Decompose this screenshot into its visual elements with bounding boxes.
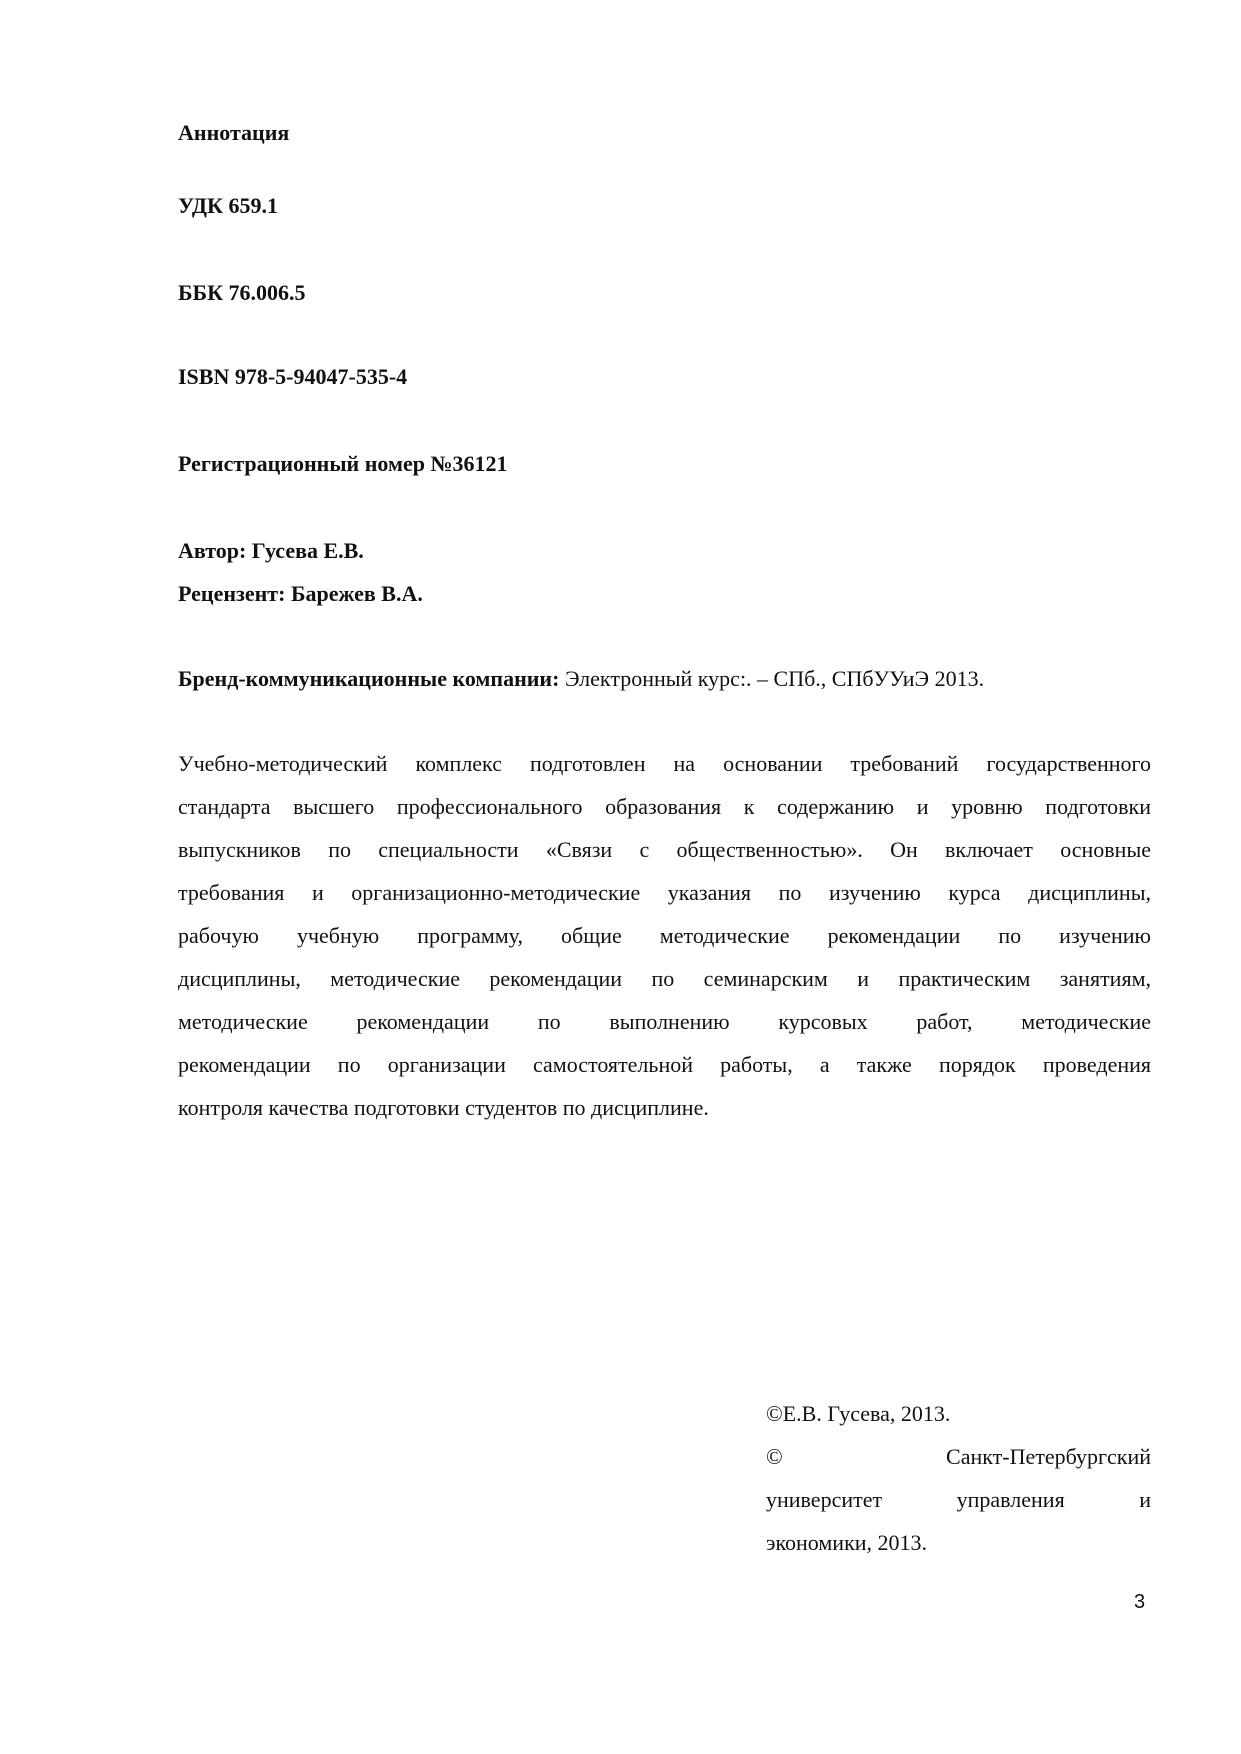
abstract-line: рекомендации по организации самостоятельной работы, а также порядок проведения <box>178 1052 1151 1077</box>
udk-code: УДК 659.1 <box>178 193 279 218</box>
copyright-university-line2: университет управления и <box>766 1487 1151 1512</box>
course-title: Бренд-коммуникационные компании: <box>178 666 560 691</box>
author: Автор: Гусева Е.В. <box>178 538 364 563</box>
isbn: ISBN 978-5-94047-535-4 <box>178 364 408 389</box>
copyright-block <box>766 1392 1151 1564</box>
abstract-line: методические рекомендации по выполнению курсовых работ, методические <box>178 1009 1151 1034</box>
course-citation <box>178 666 984 692</box>
copyright-university-line1: © Санкт-Петербургский <box>766 1444 1151 1469</box>
abstract-line: выпускников по специальности «Связи с общественностью». Он включает основные <box>178 837 1151 862</box>
course-details: Электронный курс:. – СПб., СПбУУиЭ 2013. <box>559 666 985 691</box>
abstract-line: стандарта высшего профессионального образования к содержанию и уровню подготовки <box>178 794 1151 819</box>
bbk-code: ББК 76.006.5 <box>178 280 306 305</box>
registration-number: Регистрационный номер №36121 <box>178 451 508 476</box>
abstract-line: требования и организационно-методические указания по изучению курса дисциплины, <box>178 880 1151 905</box>
abstract-line: рабочую учебную программу, общие методические рекомендации по изучению <box>178 923 1151 948</box>
abstract-line: Учебно-методический комплекс подготовлен на основании требований государственного <box>178 751 1151 776</box>
reviewer: Рецензент: Барежев В.А. <box>178 581 423 606</box>
abstract-line: контроля качества подготовки студентов по дисциплине. <box>178 1095 709 1120</box>
copyright-author: ©Е.В. Гусева, 2013. <box>766 1401 951 1426</box>
abstract-paragraph <box>178 742 1151 1129</box>
copyright-university-line3: экономики, 2013. <box>766 1530 928 1555</box>
page-number: 3 <box>1134 1591 1146 1613</box>
annotation-heading: Аннотация <box>178 120 290 145</box>
abstract-line: дисциплины, методические рекомендации по семинарским и практическим занятиям, <box>178 966 1151 991</box>
